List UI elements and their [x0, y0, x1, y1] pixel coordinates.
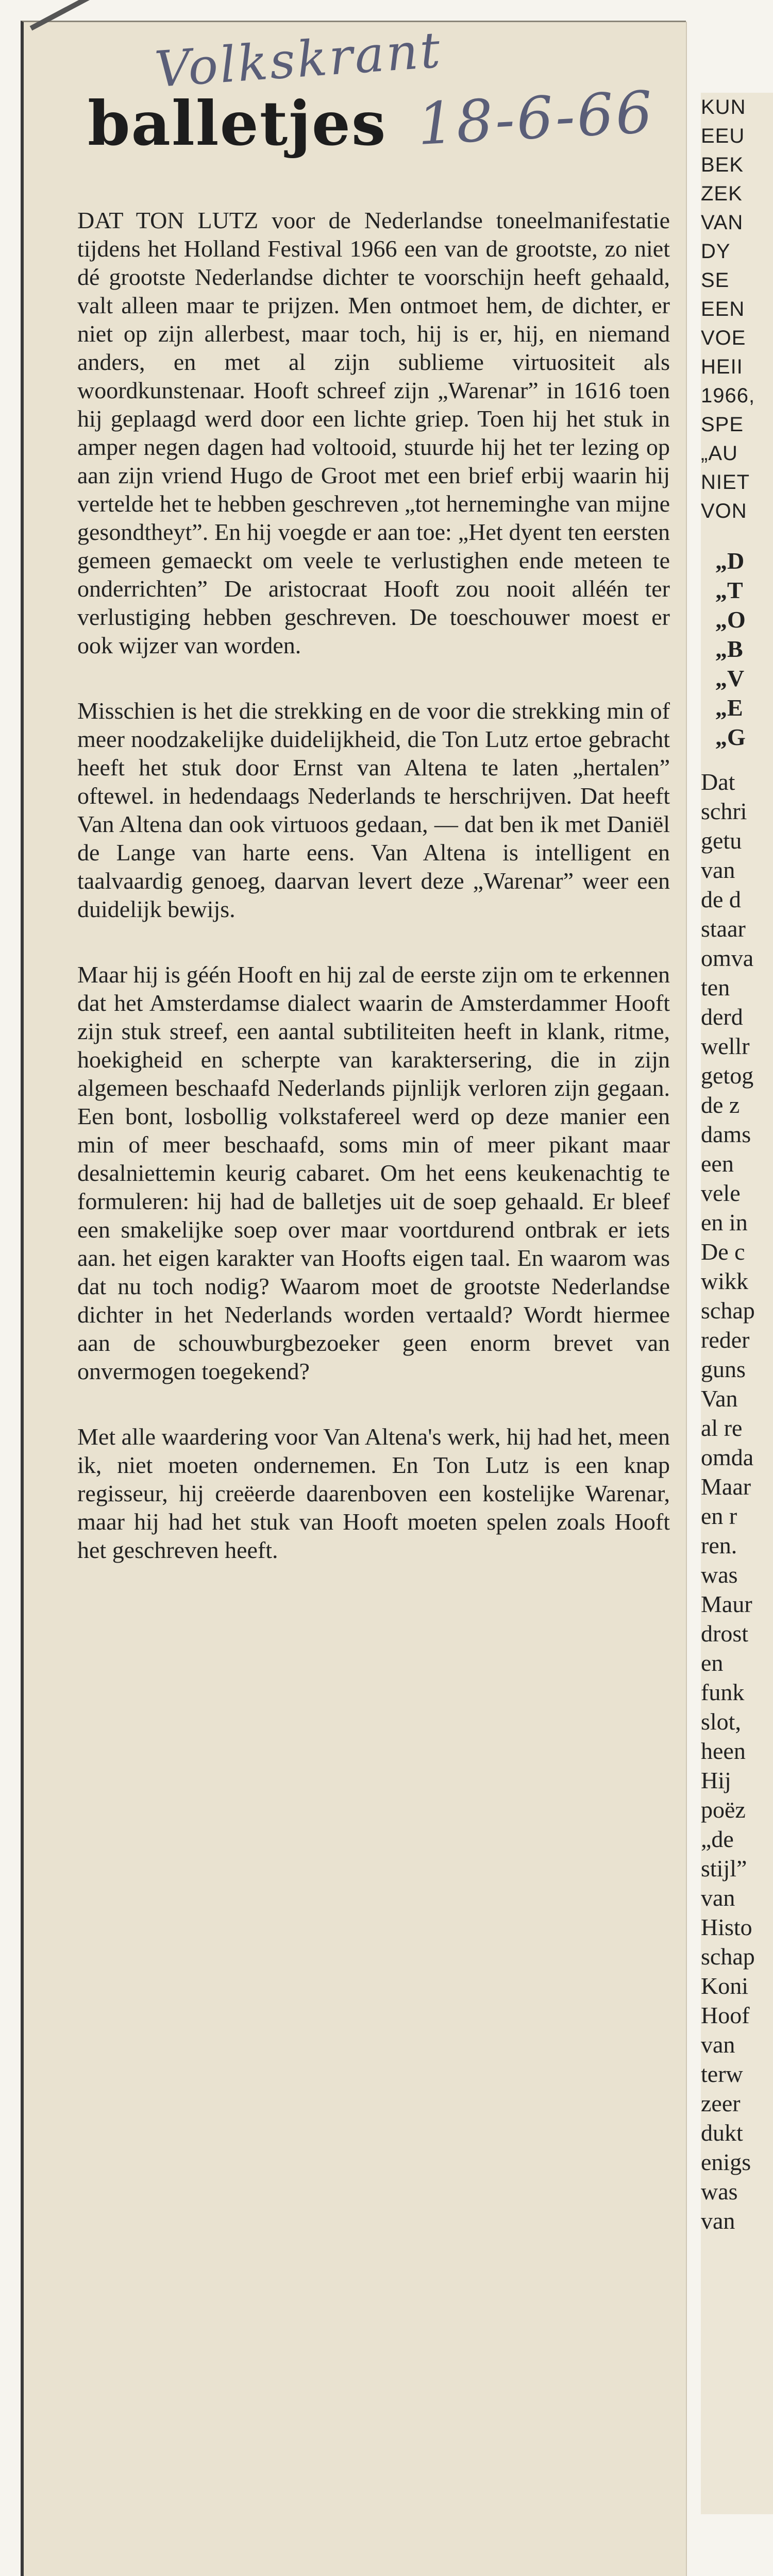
side-column-line: Maar — [701, 1473, 751, 1500]
side-column-line: VOE — [701, 327, 746, 349]
side-column-line: terw — [701, 2061, 743, 2087]
side-column-line: EEU — [701, 125, 745, 147]
side-column-line: slot, — [701, 1708, 741, 1735]
side-column-line: Hij — [701, 1767, 731, 1793]
side-column-line: de z — [701, 1092, 740, 1118]
article-paragraph: Met alle waardering voor Van Altena's werk, hij had het, meen ik, niet moeten ondernemen. En Ton Lutz is een knap regisseur, hij creëerde daarenboven een kostelijke Warenar, maar hij had het stuk van Hooft moeten spelen zoals Hooft het geschreven heeft. — [77, 1423, 670, 1563]
side-column-line: wikk — [701, 1268, 748, 1294]
side-column-line: heen — [701, 1738, 746, 1764]
side-column-line: „O — [715, 606, 746, 633]
side-column-line: en in — [701, 1209, 748, 1235]
side-column-line: vele — [701, 1180, 741, 1206]
side-column-line: wellr — [701, 1033, 750, 1059]
side-column-line: guns — [701, 1356, 746, 1382]
side-column-line: omda — [701, 1444, 754, 1470]
side-column-line: van — [701, 857, 735, 883]
side-column-line: dukt — [701, 2120, 743, 2146]
side-column-line: derd — [701, 1004, 743, 1030]
side-column-line: een — [701, 1150, 734, 1177]
handwritten-source-note: Volkskrant — [153, 21, 444, 99]
side-column-line: Hoof — [701, 2002, 750, 2028]
side-column-line: ten — [701, 974, 730, 1001]
side-column-line: van — [701, 2208, 735, 2234]
side-column-line: zeer — [701, 2090, 741, 2116]
side-column-line: schri — [701, 798, 747, 824]
side-column-line: EEN — [701, 298, 745, 320]
side-column-line: DY — [701, 240, 731, 263]
side-column-line: stijl” — [701, 1855, 747, 1882]
side-column-line: De c — [701, 1239, 745, 1265]
side-column-line: KUN — [701, 96, 746, 118]
side-column-line: van — [701, 1885, 735, 1911]
side-column-line: VAN — [701, 211, 744, 234]
article-paragraph: DAT TON LUTZ voor de Nederlandse toneelmanifestatie tijdens het Holland Festival 1966 een van de grootste, zo niet dé grootste Nederlandse dichter te voorschijn heeft gehaald, valt alleen maar te prijzen. Men ontmoet hem, de dichter, er niet op zijn allerbest, maar toch, hij is er, hij, en niemand anders, en met al zijn sublieme virtuositeit als woordkunstenaar. Hooft schreef zijn „Warenar” in 1616 toen hij geplaagd werd door een lichte griep. Toen hij het stuk in amper negen dagen had voltooid, stuurde hij het ter lezing op aan zijn vriend Hugo de Groot met een brief erbij waarin hij vertelde het te hebben geschreven „tot herneminghe van mijne gesondtheyt”. En hij voegde er aan toe: „Het dyent ten eersten gemeen gemaeckt om veele te verlustighen ende meteen te onderrichten” De aristocraat Hooft zou nooit alléén ter verlustiging hebben geschreven. De toeschouwer moest er ook wijzer van worden. — [77, 207, 670, 658]
side-column-line: „D — [715, 548, 745, 574]
side-column-line: „T — [715, 577, 743, 603]
handwritten-date-note: 18-6-66 — [415, 79, 657, 158]
side-column-line: ren. — [701, 1532, 737, 1558]
side-column-line: Koni — [701, 1973, 748, 1999]
side-column-line: omva — [701, 945, 754, 971]
side-column-line: „V — [715, 665, 745, 691]
side-column-line: SPE — [701, 413, 744, 436]
side-column-line: reder — [701, 1327, 750, 1353]
side-column-line: drost — [701, 1620, 748, 1647]
side-column-line: al re — [701, 1415, 743, 1441]
side-column-line: ZEK — [701, 182, 743, 205]
adjacent-column-cutoff — [701, 93, 773, 2514]
side-column-line: getu — [701, 827, 742, 854]
side-column-line: staar — [701, 916, 746, 942]
side-column-line: van — [701, 2031, 735, 2058]
side-column-line: „B — [715, 636, 743, 662]
side-column-line: NIET — [701, 471, 750, 494]
side-column-line: enigs — [701, 2149, 751, 2175]
side-column-line: schap — [701, 1943, 755, 1970]
side-column-line: Histo — [701, 1914, 752, 1940]
article-paragraph: Maar hij is géén Hooft en hij zal de eerste zijn om te erkennen dat het Amsterdamse dialect waarin de Amsterdammer Hooft zijn stuk streef, een aantal subtiliteiten heeft in klank, ritme, hoekigheid en scherpte van karaktersering, die in zijn algemeen beschaafd Nederlands pijnlijk verloren zijn gegaan. Een bont, losbollig volkstafereel werd op deze manier een min of meer beschaafd, soms min of meer pikant maar desalniettemin keurig cabaret. Om het eens keukenachtig te formuleren: hij had de balletjes uit de soep gehaald. Er bleef een smakelijke soep over maar voortdurend ontbrak er iets aan. het eigen karakter van Hoofts eigen taal. En waarom was dat nu toch nodig? Waarom moet de grootste Nederlandse dichter in het Nederlands worden vertaald? Wordt hiermee aan de schouwburgbezoeker geen enorm brevet van onvermogen toegekend? — [77, 961, 670, 1384]
side-column-line: 1966, — [701, 384, 755, 407]
side-column-line: de d — [701, 886, 741, 912]
side-column-line: dams — [701, 1121, 751, 1147]
side-column-line: getog — [701, 1062, 754, 1089]
side-column-line: en r — [701, 1503, 737, 1529]
side-column-line: Dat — [701, 769, 735, 795]
side-column-line: SE — [701, 269, 730, 292]
side-column-line: „G — [715, 724, 746, 750]
article-body — [77, 206, 670, 1601]
side-column-line: HEII — [701, 355, 743, 378]
side-column-line: was — [701, 2178, 738, 2205]
side-column-line: was — [701, 1562, 738, 1588]
side-column-line: en — [701, 1650, 724, 1676]
side-column-line: „de — [701, 1826, 734, 1852]
side-column-line: BEK — [701, 154, 744, 176]
headline: balletjes — [88, 88, 387, 159]
side-column-line: schap — [701, 1297, 755, 1324]
article-paragraph: Misschien is het die strekking en de voor die strekking min of meer noodzakelijke duidelijkheid, die Ton Lutz ertoe gebracht heeft het stuk door Ernst van Altena te laten „hertalen” oftewel. in hedendaags Nederlands te herschrijven. Dat heeft Van Altena dan ook virtuoos gedaan, — dat ben ik met Daniël de Lange van harte eens. Van Altena is intelligent en taalvaardig genoeg, daarvan levert deze „Warenar” weer een duidelijk bewijs. — [77, 698, 670, 922]
side-column-line: VON — [701, 500, 747, 522]
side-column-line: Van — [701, 1385, 738, 1412]
side-column-line: funk — [701, 1679, 745, 1705]
side-column-line: poëz — [701, 1797, 746, 1823]
side-column-line: „AU — [701, 442, 738, 465]
side-column-line: „E — [715, 694, 743, 721]
side-column-line: Maur — [701, 1591, 752, 1617]
